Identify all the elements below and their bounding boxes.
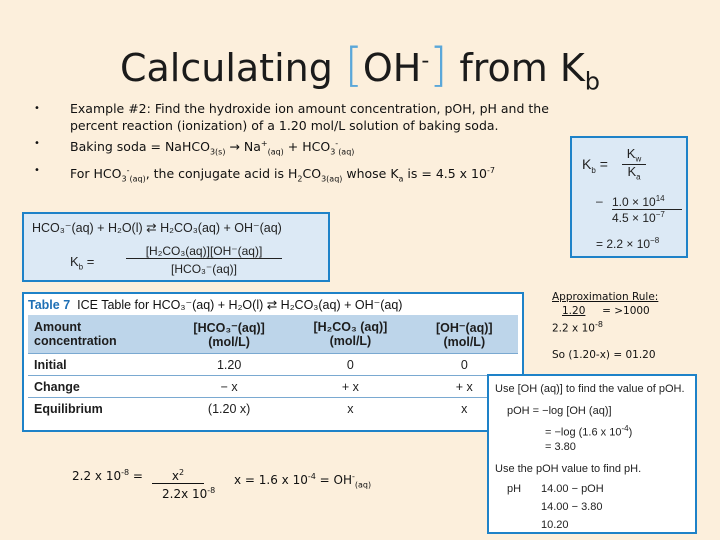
approx-fraction (552, 304, 712, 318)
kb-denominator: $4.5 \times 10^{-7}$ (612, 210, 665, 225)
kb-expr-denominator: [HCO₃⁻(aq)] (171, 262, 237, 276)
b3-t4: whose K (342, 165, 399, 181)
kb-expr-numerator: [H₂CO₃(aq)][OH⁻(aq)] (126, 244, 282, 259)
table-row (28, 398, 518, 420)
ka-symbol: $K_a$ (627, 164, 641, 182)
b2-s3: 3 (330, 147, 336, 157)
b3-exp: -7 (486, 165, 495, 175)
kb-expression-box (22, 212, 330, 282)
page-title (0, 38, 720, 96)
ice-cell: + x (290, 376, 410, 398)
approx-title: Approximation Rule: (552, 291, 659, 303)
bullet-baking-soda (40, 135, 600, 161)
b3-t2: , the conjugate acid is H (145, 165, 298, 181)
ph-value: 10.20 (541, 519, 569, 531)
ice-header-cell: [HCO₃⁻(aq)] (mol/L) (168, 315, 290, 354)
ice-header-row (28, 315, 518, 354)
kb-calculation-box (570, 136, 688, 258)
ice-cell: 0 (411, 354, 518, 376)
kw-symbol: $K_w$ (622, 146, 646, 165)
kb-symbol: $K_b$ = (582, 156, 608, 175)
b2-t1: Baking soda = NaHCO (70, 139, 210, 155)
ph-substitution: 14.00 − 3.80 (541, 501, 603, 513)
ice-caption-text: ICE Table for HCO₃⁻(aq) + H₂O(l) ⇄ H₂CO₃(aq) + OH⁻(aq) (77, 298, 403, 312)
bullet-conjugate (40, 162, 600, 188)
bullet-1-text: Example #2: Find the hydroxide ion amount concentration, pOH, pH and the percent reaction (ionization) of a 1.20 mol/L solution of baking soda. (70, 101, 549, 133)
poh-formula: pOH = −log [OH (aq)] (507, 405, 612, 417)
ice-cell: 1.20 (168, 354, 290, 376)
solve-numerator: $x^2$ (152, 468, 204, 484)
b3-s3: 2 (297, 174, 303, 184)
b3-t3: CO (302, 165, 322, 181)
ice-caption-tag: Table 7 (28, 298, 71, 312)
ph-formula: 14.00 − pOH (541, 483, 604, 495)
ph-label: pH (507, 483, 522, 495)
b2-p: + (260, 139, 268, 148)
b3-s2: (aq) (129, 174, 146, 184)
ice-cell: − x (168, 376, 290, 398)
ice-header-cell: [H₂CO₃ (aq)] (mol/L) (290, 315, 410, 354)
ice-table (28, 315, 518, 419)
b3-p: - (126, 165, 130, 175)
left-bracket: [ (344, 38, 363, 92)
poh-instruction: Use [OH (aq)] to find the value of pOH. (495, 383, 685, 395)
title-from: from K (447, 46, 585, 90)
b2-p2: - (335, 139, 339, 148)
title-charge: - (421, 48, 430, 74)
ph-instruction: Use the pOH value to find pH. (495, 463, 642, 475)
kb-result: = $2.2 \times 10^{-8}$ (596, 236, 660, 251)
approx-num: 1.20 (562, 305, 586, 317)
b3-s1: 3 (121, 174, 127, 184)
kb-dash: – (596, 194, 603, 208)
b2-t3: + HCO (283, 139, 331, 155)
ice-cell: (1.20 x) (168, 398, 290, 420)
title-sub: b (584, 67, 601, 96)
title-oh: OH (362, 46, 422, 90)
b2-s2: (aq) (267, 147, 284, 157)
b3-s4: 3(aq) (321, 174, 343, 184)
title-text: Calculating (119, 46, 345, 90)
equilibrium-equation: HCO₃⁻(aq) + H₂O(l) ⇄ H₂CO₃(aq) + OH⁻(aq) (32, 221, 282, 235)
solve-denominator: 2.2x $10^{-8}$ (162, 486, 216, 501)
poh-ph-box (487, 374, 697, 534)
kb-expr-symbol: $K_b$ = (70, 254, 95, 272)
b2-s4: (aq) (338, 147, 355, 157)
ice-header-cell: [OH⁻(aq)] (mol/L) (411, 315, 518, 354)
ice-cell: x (290, 398, 410, 420)
ice-cell: Equilibrium (28, 398, 168, 420)
ice-caption (28, 297, 518, 312)
b3-t1: For HCO (70, 165, 122, 181)
bullet-example (40, 100, 600, 134)
solve-result: x = 1.6 x $10^{-4} = OH^-_{(aq)}$ (234, 472, 372, 490)
approx-den: 2.2 x $10^{-8}$ (552, 320, 603, 335)
ice-table-box (22, 292, 524, 432)
approx-compare: = >1000 (602, 305, 650, 317)
b3-s5: a (398, 174, 404, 184)
bullet-list (40, 100, 600, 188)
ice-cell: Change (28, 376, 168, 398)
ice-cell: x (411, 398, 518, 420)
poh-value: = 3.80 (545, 441, 576, 453)
b2-t2: → Na (225, 139, 261, 155)
b2-s1: 3(s) (209, 147, 226, 157)
table-row (28, 354, 518, 376)
approximation-rule (552, 290, 712, 362)
approx-so: So (1.20-x) = 01.20 (552, 348, 656, 361)
table-row (28, 376, 518, 398)
kb-numerator: $1.0 \times 10^{14}$ (612, 194, 682, 210)
ice-cell: + x (411, 376, 518, 398)
ice-cell: 0 (290, 354, 410, 376)
ice-cell: Initial (28, 354, 168, 376)
ice-header-cell: Amount concentration (28, 315, 168, 354)
poh-substitution: = −log (1.6 x $10^{-4}$) (545, 424, 633, 439)
b3-t5: is = 4.5 x 10 (403, 165, 487, 181)
right-bracket: ] (429, 38, 448, 92)
solve-lhs: 2.2 x $10^{-8}$ = (72, 468, 143, 483)
